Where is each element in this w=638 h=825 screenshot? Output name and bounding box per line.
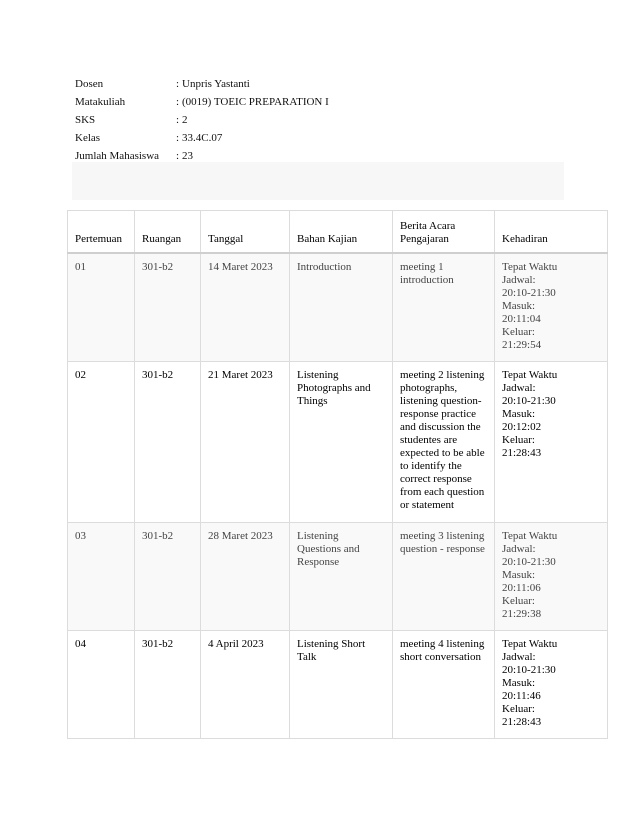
kehadiran-keluar-value: 21:29:54 bbox=[502, 339, 542, 351]
cell-berita-acara: meeting 1 introduction bbox=[393, 253, 495, 362]
kehadiran-jadwal-label: Jadwal: bbox=[502, 543, 536, 555]
cell-ruangan: 301-b2 bbox=[135, 523, 201, 631]
cell-kehadiran bbox=[495, 631, 608, 739]
kehadiran-status: Tepat Waktu bbox=[502, 261, 558, 273]
kehadiran-jadwal-label: Jadwal: bbox=[502, 274, 536, 286]
kehadiran-status: Tepat Waktu bbox=[502, 638, 558, 650]
cell-bahan-kajian: Listening Photographs and Things bbox=[290, 362, 393, 523]
kehadiran-jadwal-value: 20:10-21:30 bbox=[502, 664, 556, 676]
cell-kehadiran bbox=[495, 253, 608, 362]
cell-berita-acara: meeting 4 listening short conversation bbox=[393, 631, 495, 739]
kehadiran-masuk-value: 20:11:06 bbox=[502, 582, 541, 594]
kehadiran-jadwal-value: 20:10-21:30 bbox=[502, 287, 556, 299]
kehadiran-keluar-value: 21:28:43 bbox=[502, 447, 542, 459]
kehadiran-status: Tepat Waktu bbox=[502, 530, 558, 542]
cell-ruangan: 301-b2 bbox=[135, 253, 201, 362]
kehadiran-keluar-value: 21:29:38 bbox=[502, 608, 542, 620]
info-separator: : bbox=[176, 114, 180, 126]
kehadiran-masuk-label: Masuk: bbox=[502, 677, 535, 689]
cell-pertemuan: 01 bbox=[68, 253, 135, 362]
cell-pertemuan: 02 bbox=[68, 362, 135, 523]
info-value: 2 bbox=[182, 114, 188, 126]
header-pertemuan: Pertemuan bbox=[68, 211, 135, 254]
cell-bahan-kajian: Introduction bbox=[290, 253, 393, 362]
kehadiran-masuk-label: Masuk: bbox=[502, 569, 535, 581]
kehadiran-keluar-label: Keluar: bbox=[502, 434, 535, 446]
shaded-band bbox=[72, 162, 564, 200]
table-row bbox=[68, 631, 608, 739]
info-value: 33.4C.07 bbox=[182, 132, 223, 144]
info-row-kelas bbox=[75, 132, 329, 150]
info-row-sks bbox=[75, 114, 329, 132]
header-ruangan: Ruangan bbox=[135, 211, 201, 254]
info-row-dosen bbox=[75, 78, 329, 96]
kehadiran-masuk-value: 20:12:02 bbox=[502, 421, 542, 433]
cell-tanggal: 4 April 2023 bbox=[201, 631, 290, 739]
info-value: 23 bbox=[182, 150, 193, 162]
cell-tanggal: 28 Maret 2023 bbox=[201, 523, 290, 631]
kehadiran-status: Tepat Waktu bbox=[502, 369, 558, 381]
kehadiran-keluar-label: Keluar: bbox=[502, 595, 535, 607]
info-separator: : bbox=[176, 150, 180, 162]
info-label: Jumlah Mahasiswa bbox=[75, 150, 160, 162]
cell-kehadiran bbox=[495, 523, 608, 631]
cell-pertemuan: 04 bbox=[68, 631, 135, 739]
kehadiran-keluar-value: 21:28:43 bbox=[502, 716, 542, 728]
header-kehadiran: Kehadiran bbox=[495, 211, 608, 254]
kehadiran-jadwal-label: Jadwal: bbox=[502, 382, 536, 394]
cell-ruangan: 301-b2 bbox=[135, 631, 201, 739]
table-header-row bbox=[68, 211, 608, 254]
cell-bahan-kajian: Listening Questions and Response bbox=[290, 523, 393, 631]
table-row bbox=[68, 362, 608, 523]
kehadiran-keluar-label: Keluar: bbox=[502, 703, 535, 715]
info-label: Matakuliah bbox=[75, 96, 126, 108]
info-label: Kelas bbox=[75, 132, 101, 144]
kehadiran-masuk-label: Masuk: bbox=[502, 300, 535, 312]
attendance-table bbox=[67, 210, 608, 739]
info-value: Unpris Yastanti bbox=[182, 78, 250, 90]
kehadiran-jadwal-label: Jadwal: bbox=[502, 651, 536, 663]
info-separator: : bbox=[176, 96, 180, 108]
kehadiran-masuk-label: Masuk: bbox=[502, 408, 535, 420]
kehadiran-masuk-value: 20:11:04 bbox=[502, 313, 541, 325]
course-info bbox=[75, 78, 329, 168]
cell-kehadiran bbox=[495, 362, 608, 523]
info-separator: : bbox=[176, 78, 180, 90]
cell-ruangan: 301-b2 bbox=[135, 362, 201, 523]
cell-bahan-kajian: Listening Short Talk bbox=[290, 631, 393, 739]
kehadiran-jadwal-value: 20:10-21:30 bbox=[502, 395, 556, 407]
info-label: Dosen bbox=[75, 78, 104, 90]
cell-pertemuan: 03 bbox=[68, 523, 135, 631]
kehadiran-keluar-label: Keluar: bbox=[502, 326, 535, 338]
cell-tanggal: 14 Maret 2023 bbox=[201, 253, 290, 362]
info-label: SKS bbox=[75, 114, 96, 126]
kehadiran-jadwal-value: 20:10-21:30 bbox=[502, 556, 556, 568]
cell-berita-acara: meeting 3 listening question - response bbox=[393, 523, 495, 631]
info-value: (0019) TOEIC PREPARATION I bbox=[182, 96, 329, 108]
table-row bbox=[68, 523, 608, 631]
kehadiran-masuk-value: 20:11:46 bbox=[502, 690, 541, 702]
cell-tanggal: 21 Maret 2023 bbox=[201, 362, 290, 523]
header-tanggal: Tanggal bbox=[201, 211, 290, 254]
header-berita-acara: Berita Acara Pengajaran bbox=[393, 211, 495, 254]
info-row-matakuliah bbox=[75, 96, 329, 114]
table-row bbox=[68, 253, 608, 362]
cell-berita-acara: meeting 2 listening photographs, listening question-response practice and discussion the studentes are expected to be able to identify the correct response from each question or statement bbox=[393, 362, 495, 523]
info-separator: : bbox=[176, 132, 180, 144]
header-bahan-kajian: Bahan Kajian bbox=[290, 211, 393, 254]
